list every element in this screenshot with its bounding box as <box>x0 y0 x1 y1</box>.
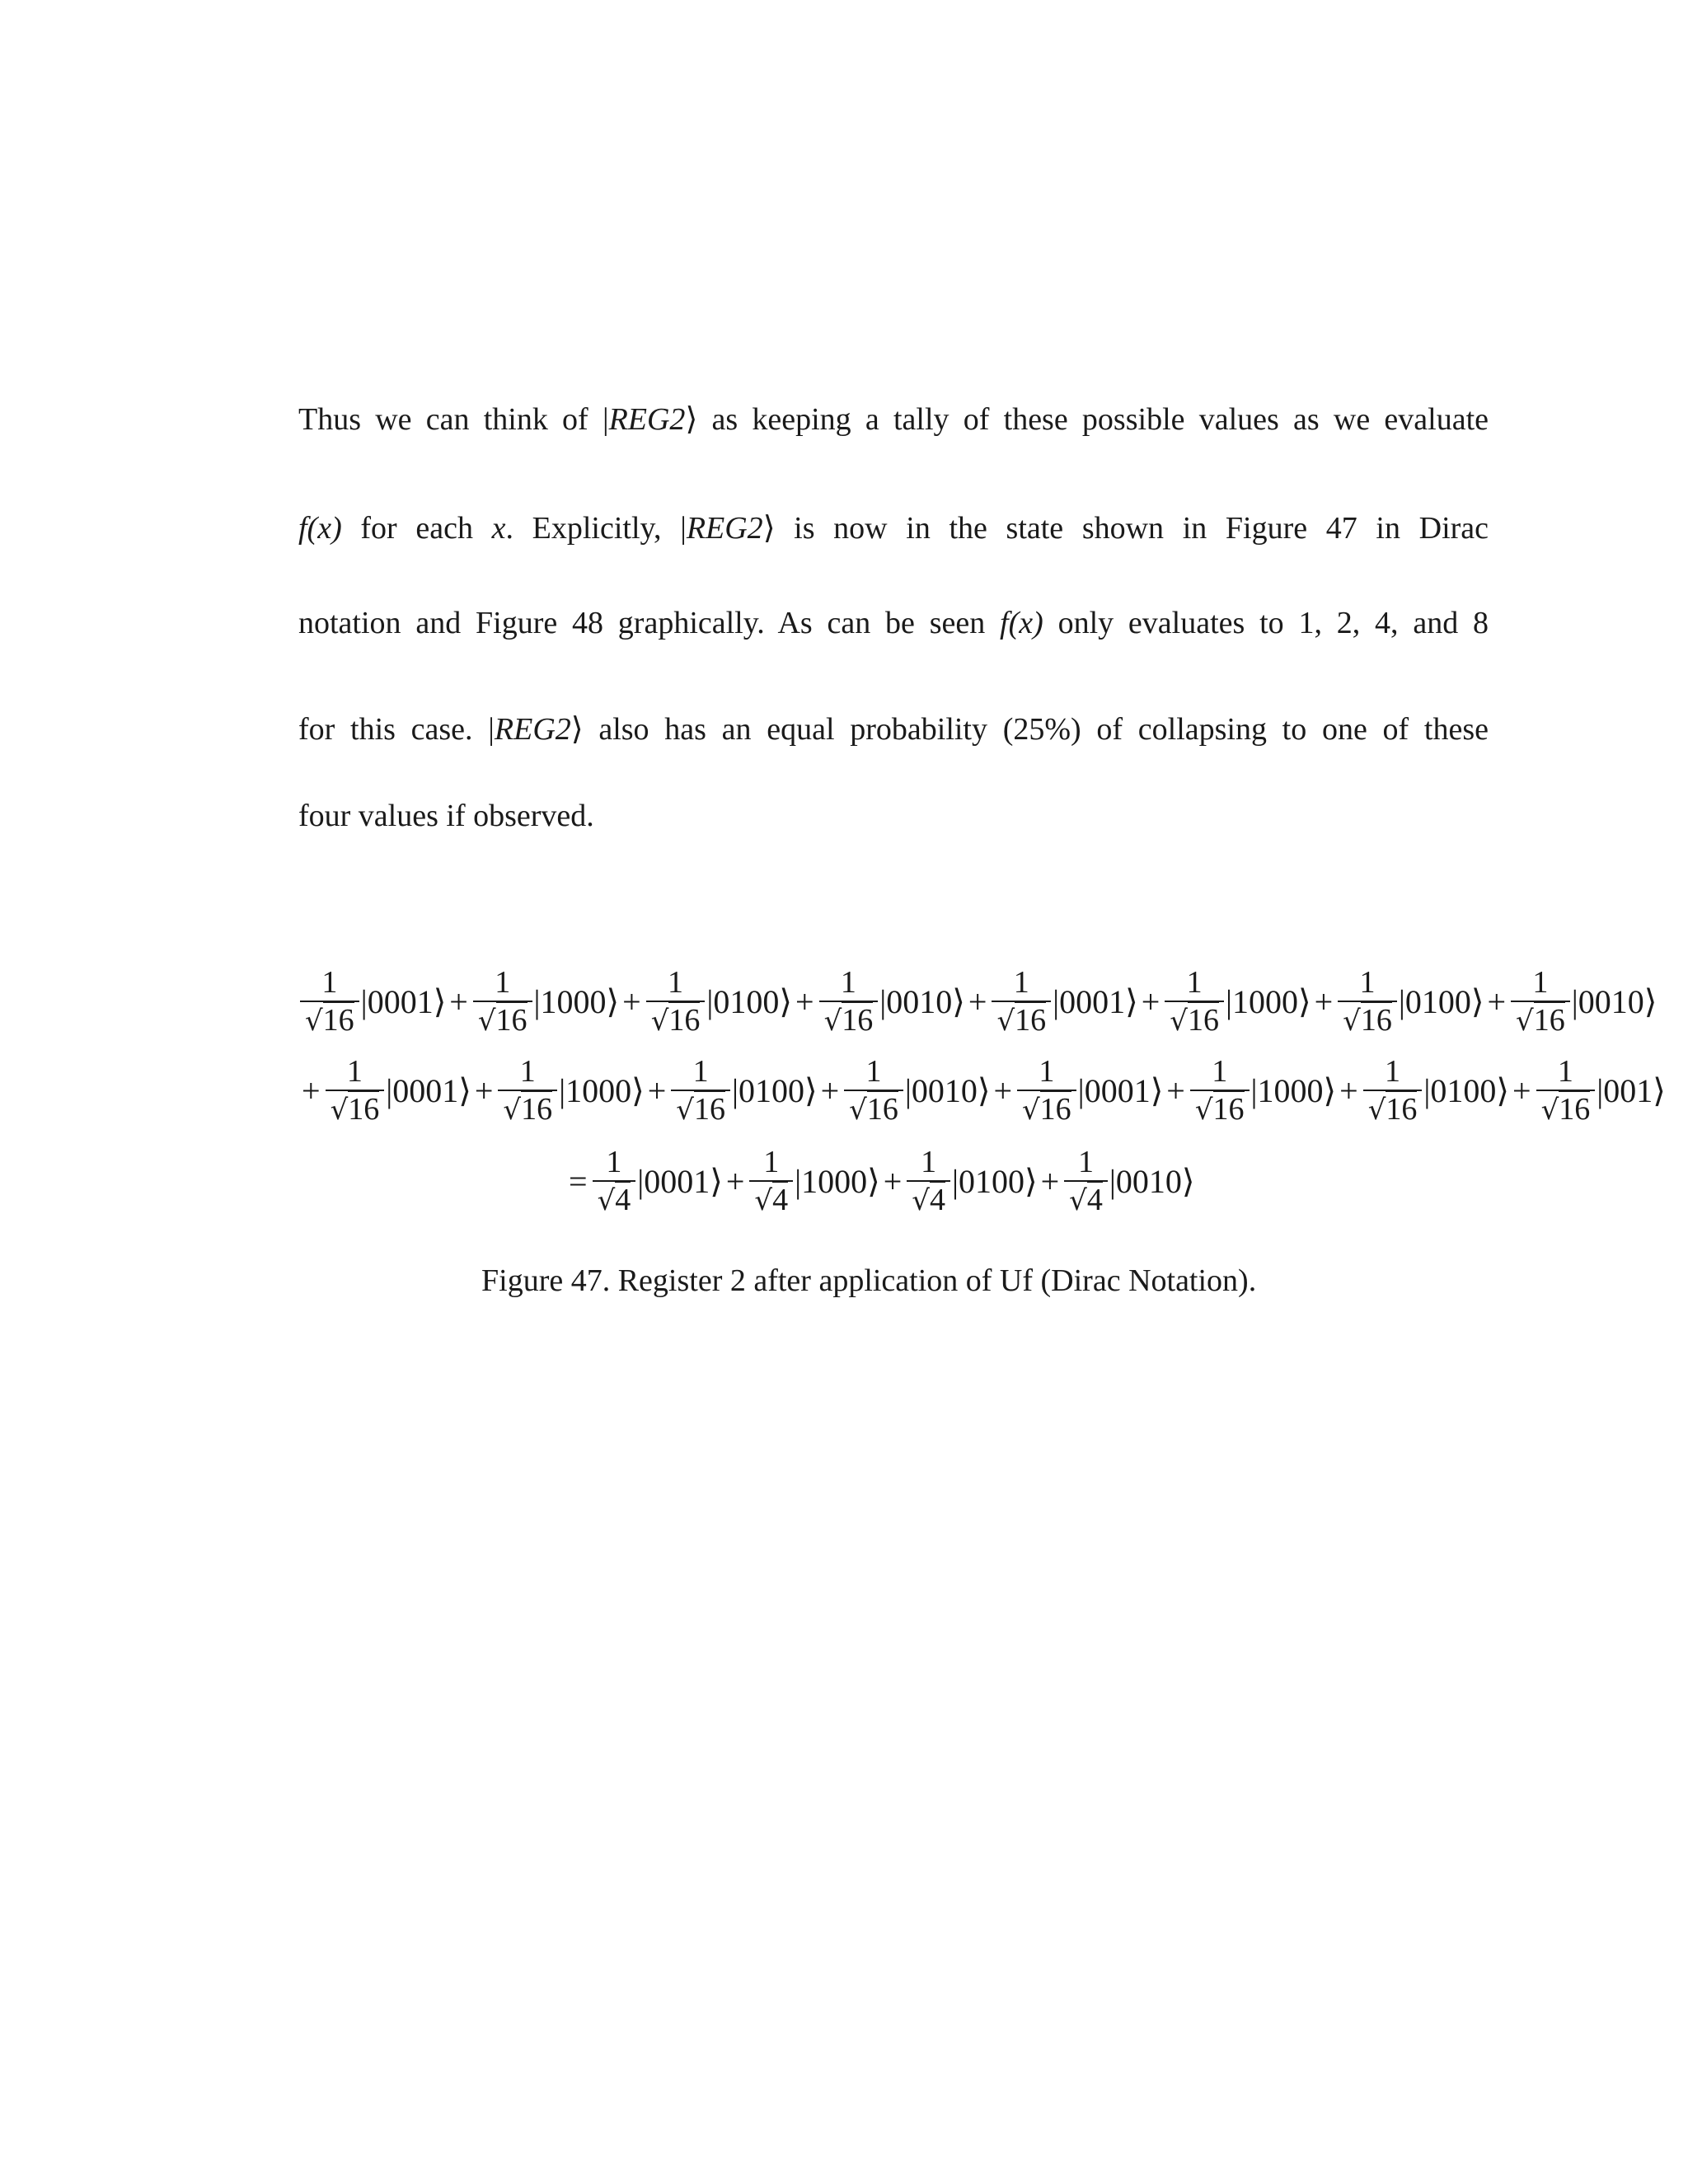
equation-term <box>496 1053 644 1128</box>
fraction <box>1064 1144 1108 1219</box>
fraction-numerator: 1 <box>668 965 684 1000</box>
fraction <box>1363 1053 1423 1128</box>
fraction-denominator <box>326 1090 385 1128</box>
ket-bar: | <box>637 1163 645 1200</box>
fraction <box>1536 1053 1596 1128</box>
equation-term <box>818 964 965 1039</box>
radicand: 4 <box>929 1183 945 1217</box>
fraction-numerator: 1 <box>519 1054 536 1089</box>
equation-term <box>1336 964 1484 1039</box>
radicand: 16 <box>1533 1003 1565 1038</box>
ket-angle: ⟩ <box>804 1072 818 1109</box>
ket-state <box>706 982 792 1021</box>
fraction-denominator <box>1017 1090 1076 1128</box>
paragraph-line-2 <box>298 509 1489 546</box>
radicand: 16 <box>495 1003 528 1038</box>
fraction-numerator: 1 <box>1186 965 1203 1000</box>
fraction-denominator <box>1064 1180 1108 1219</box>
plus-sign: + <box>968 983 987 1020</box>
fraction-numerator: 1 <box>921 1145 937 1179</box>
ket-angle: ⟩ <box>1496 1072 1510 1109</box>
fraction <box>844 1053 903 1128</box>
equation-term <box>1362 1053 1509 1128</box>
ket-value: 0100 <box>713 983 780 1020</box>
equation-term <box>905 1144 1037 1219</box>
equation-term <box>1062 1144 1194 1219</box>
fraction-denominator <box>749 1180 793 1219</box>
fraction-numerator: 1 <box>1532 965 1549 1000</box>
ket-state <box>1597 1071 1666 1110</box>
fraction-denominator <box>498 1090 557 1128</box>
radicand: 16 <box>1187 1003 1219 1038</box>
ket-bar: | <box>386 1072 393 1109</box>
fraction <box>300 964 359 1039</box>
ket-angle: ⟩ <box>1125 983 1138 1020</box>
ket-value: 1000 <box>565 1072 632 1109</box>
radicand: 16 <box>866 1092 898 1127</box>
ket-value: 0100 <box>958 1163 1025 1200</box>
text: for each <box>360 511 473 546</box>
equation-term <box>324 1053 471 1128</box>
ket-bar: | <box>879 983 887 1020</box>
ket-angle: ⟩ <box>867 1163 880 1200</box>
text: notation and Figure 48 graphically. As can be seen <box>298 606 986 640</box>
ket-angle: ⟩ <box>779 983 793 1020</box>
fraction <box>992 964 1051 1039</box>
equation-term <box>1163 964 1311 1039</box>
fraction <box>1165 964 1224 1039</box>
plus-sign: + <box>1141 983 1160 1020</box>
fraction-denominator <box>300 1001 359 1039</box>
ket-reg2: |REG2⟩ <box>602 402 698 437</box>
radicand: 16 <box>1039 1092 1071 1127</box>
ket-state <box>559 1071 645 1110</box>
fraction <box>326 1053 385 1128</box>
equation-term <box>669 1053 817 1128</box>
plus-sign: + <box>622 983 641 1020</box>
text: four values if observed. <box>298 799 594 833</box>
ket-value: 0001 <box>367 983 434 1020</box>
paragraph-line-3 <box>298 605 1489 641</box>
fraction <box>1338 964 1397 1039</box>
fraction-denominator <box>819 1001 879 1039</box>
fraction-denominator <box>992 1001 1051 1039</box>
fraction-denominator <box>1190 1090 1250 1128</box>
fraction-denominator <box>907 1180 950 1219</box>
ket-bar: | <box>904 1072 912 1109</box>
fraction-denominator <box>1536 1090 1596 1128</box>
radicand: 16 <box>521 1092 553 1127</box>
paragraph-line-5 <box>298 798 1489 834</box>
ket-angle: ⟩ <box>952 983 965 1020</box>
ket-value: 001 <box>1603 1072 1653 1109</box>
fraction <box>749 1144 793 1219</box>
ket-bar: | <box>1225 983 1232 1020</box>
ket-bar: | <box>1398 983 1405 1020</box>
paragraph-line-4 <box>298 710 1489 748</box>
ket-state <box>361 982 447 1021</box>
plus-sign: + <box>302 1072 321 1109</box>
sqrt-symbol: √ <box>305 1005 323 1038</box>
plus-sign: + <box>449 983 468 1020</box>
ket-reg2: |REG2⟩ <box>488 712 584 747</box>
radicand: 16 <box>1386 1092 1418 1127</box>
ket-angle: ⟩ <box>1323 1072 1337 1109</box>
ket-angle: ⟩ <box>458 1072 471 1109</box>
ket-angle: ⟩ <box>1653 1072 1666 1109</box>
ket-value: 1000 <box>540 983 607 1020</box>
ket-state <box>1226 982 1311 1021</box>
plus-sign: + <box>1487 983 1507 1020</box>
ket-angle: ⟩ <box>1643 983 1658 1020</box>
equation-term <box>591 1144 723 1219</box>
ket-state <box>732 1071 818 1110</box>
fraction-numerator: 1 <box>1359 965 1376 1000</box>
ket-value: 0001 <box>392 1072 459 1109</box>
sqrt-symbol: √ <box>650 1005 669 1038</box>
ket-value: 0100 <box>1430 1072 1497 1109</box>
fraction-denominator <box>1511 1001 1570 1039</box>
ket-state <box>1399 982 1484 1021</box>
text: only evaluates to 1, 2, 4, and 8 <box>1057 606 1489 640</box>
ket-bar: | <box>795 1163 802 1200</box>
ket-bar: | <box>1077 1072 1085 1109</box>
fraction <box>1190 1053 1250 1128</box>
ket-bar: | <box>1250 1072 1258 1109</box>
ket-value: 0010 <box>886 983 953 1020</box>
ket-bar: | <box>360 983 368 1020</box>
ket-state <box>905 1071 991 1110</box>
radicand: 16 <box>322 1003 354 1038</box>
ket-angle: ⟩ <box>1181 1163 1195 1200</box>
ket-bar: | <box>533 983 541 1020</box>
ket-value: 1000 <box>1231 983 1298 1020</box>
ket-reg2: |REG2⟩ <box>680 511 776 546</box>
ket-angle: ⟩ <box>1024 1163 1038 1200</box>
fraction <box>646 964 706 1039</box>
ket-state <box>1109 1162 1195 1201</box>
ket-state <box>1053 982 1138 1021</box>
fraction-numerator: 1 <box>1212 1054 1228 1089</box>
equation-row-1 <box>298 964 1657 1055</box>
ket-state <box>637 1162 723 1201</box>
equation-term <box>471 964 619 1039</box>
equation-term <box>1509 964 1657 1039</box>
ket-bar: | <box>951 1163 959 1200</box>
equation-term <box>1015 1053 1163 1128</box>
fraction-denominator <box>593 1180 636 1219</box>
ket-angle: ⟩ <box>977 1072 991 1109</box>
fraction-numerator: 1 <box>692 1054 709 1089</box>
sqrt-symbol: √ <box>676 1094 694 1127</box>
fraction-numerator: 1 <box>495 965 511 1000</box>
sqrt-symbol: √ <box>1069 1184 1087 1217</box>
sqrt-symbol: √ <box>1343 1005 1361 1038</box>
sqrt-symbol: √ <box>823 1005 842 1038</box>
ket-state <box>1251 1071 1337 1110</box>
fraction-denominator <box>1165 1001 1224 1039</box>
equation-term <box>748 1144 879 1219</box>
radicand: 16 <box>1360 1003 1392 1038</box>
radicand: 4 <box>772 1183 789 1217</box>
ket-state <box>879 982 965 1021</box>
ket-bar: | <box>559 1072 566 1109</box>
equation-term <box>1535 1053 1666 1128</box>
variable-x: x <box>491 511 506 546</box>
ket-bar: | <box>1109 1163 1116 1200</box>
fraction-numerator: 1 <box>1385 1054 1401 1089</box>
ket-bar: | <box>706 983 714 1020</box>
fraction-numerator: 1 <box>606 1145 622 1179</box>
ket-value: 0100 <box>738 1072 804 1109</box>
fraction-numerator: 1 <box>1077 1145 1094 1179</box>
function-fx: f(x) <box>1000 606 1043 640</box>
ket-state <box>1423 1071 1509 1110</box>
ket-value: 0001 <box>1059 983 1126 1020</box>
plus-sign: + <box>647 1072 667 1109</box>
radicand: 16 <box>348 1092 380 1127</box>
sqrt-symbol: √ <box>1170 1005 1188 1038</box>
fraction-denominator <box>844 1090 903 1128</box>
fraction-numerator: 1 <box>865 1054 882 1089</box>
sqrt-symbol: √ <box>849 1094 867 1127</box>
plus-sign: + <box>725 1163 745 1200</box>
equation-row-3 <box>565 1144 1194 1235</box>
fraction <box>671 1053 730 1128</box>
fraction-numerator: 1 <box>321 965 338 1000</box>
ket-state <box>1572 982 1658 1021</box>
sqrt-symbol: √ <box>1194 1094 1213 1127</box>
sqrt-symbol: √ <box>912 1184 930 1217</box>
equation-term <box>990 964 1137 1039</box>
equals-sign: = <box>569 1163 588 1200</box>
ket-angle: ⟩ <box>606 983 620 1020</box>
fraction <box>1511 964 1570 1039</box>
fraction-numerator: 1 <box>1557 1054 1573 1089</box>
sqrt-symbol: √ <box>597 1184 616 1217</box>
fraction <box>593 1144 636 1219</box>
fraction <box>1017 1053 1076 1128</box>
radicand: 16 <box>693 1092 725 1127</box>
ket-state <box>386 1071 471 1110</box>
radicand: 16 <box>842 1003 874 1038</box>
ket-state <box>534 982 620 1021</box>
paragraph-line-1 <box>298 401 1489 438</box>
sqrt-symbol: √ <box>1022 1094 1040 1127</box>
sqrt-symbol: √ <box>503 1094 522 1127</box>
plus-sign: + <box>820 1072 840 1109</box>
sqrt-symbol: √ <box>996 1005 1015 1038</box>
ket-value: 0010 <box>1578 983 1644 1020</box>
ket-bar: | <box>1053 983 1060 1020</box>
radicand: 16 <box>1559 1092 1591 1127</box>
ket-state <box>1078 1071 1164 1110</box>
ket-bar: | <box>731 1072 738 1109</box>
plus-sign: + <box>1339 1072 1358 1109</box>
ket-state <box>952 1162 1038 1201</box>
plus-sign: + <box>1314 983 1334 1020</box>
text: is now in the state shown in Figure 47 in Dirac <box>794 511 1489 546</box>
ket-angle: ⟩ <box>710 1163 723 1200</box>
text: as keeping a tally of these possible values as we evaluate <box>711 402 1489 437</box>
ket-value: 0010 <box>1115 1163 1182 1200</box>
fraction <box>473 964 532 1039</box>
radicand: 4 <box>1086 1183 1103 1217</box>
ket-angle: ⟩ <box>433 983 447 1020</box>
plus-sign: + <box>1166 1072 1185 1109</box>
ket-angle: ⟩ <box>1150 1072 1164 1109</box>
fraction-numerator: 1 <box>840 965 856 1000</box>
sqrt-symbol: √ <box>1367 1094 1386 1127</box>
fraction-numerator: 1 <box>346 1054 363 1089</box>
fraction-numerator: 1 <box>1039 1054 1055 1089</box>
fraction-numerator: 1 <box>1013 965 1029 1000</box>
radicand: 4 <box>615 1183 631 1217</box>
radicand: 16 <box>1015 1003 1047 1038</box>
sqrt-symbol: √ <box>754 1184 773 1217</box>
fraction-denominator <box>671 1090 730 1128</box>
fraction-denominator <box>1363 1090 1423 1128</box>
fraction-numerator: 1 <box>763 1145 780 1179</box>
ket-value: 0001 <box>644 1163 710 1200</box>
fraction-denominator <box>473 1001 532 1039</box>
equation-term <box>298 964 446 1039</box>
figure-caption: Figure 47. Register 2 after application of Uf (Dirac Notation). <box>481 1263 1257 1298</box>
ket-state <box>795 1162 880 1201</box>
ket-value: 1000 <box>1257 1072 1324 1109</box>
plus-sign: + <box>1512 1072 1531 1109</box>
plus-sign: + <box>993 1072 1012 1109</box>
plus-sign: + <box>883 1163 903 1200</box>
ket-bar: | <box>1597 1072 1604 1109</box>
radicand: 16 <box>1212 1092 1245 1127</box>
ket-angle: ⟩ <box>1470 983 1484 1020</box>
sqrt-symbol: √ <box>477 1005 496 1038</box>
text: also has an equal probability (25%) of collapsing to one of these <box>598 712 1489 747</box>
equation-term <box>645 964 792 1039</box>
ket-value: 0100 <box>1404 983 1471 1020</box>
ket-angle: ⟩ <box>1297 983 1311 1020</box>
equation-term <box>842 1053 990 1128</box>
fraction-denominator <box>1338 1001 1397 1039</box>
text: Thus we can think of <box>298 402 588 437</box>
sqrt-symbol: √ <box>1540 1094 1559 1127</box>
fraction <box>498 1053 557 1128</box>
function-fx: f(x) <box>298 511 342 546</box>
sqrt-symbol: √ <box>1516 1005 1534 1038</box>
fraction <box>907 1144 950 1219</box>
ket-bar: | <box>1571 983 1578 1020</box>
ket-bar: | <box>1423 1072 1431 1109</box>
ket-angle: ⟩ <box>631 1072 645 1109</box>
body-paragraph <box>298 396 1489 857</box>
fraction-denominator <box>646 1001 706 1039</box>
plus-sign: + <box>474 1072 494 1109</box>
equation-term <box>1189 1053 1336 1128</box>
text: for this case. <box>298 712 473 747</box>
plus-sign: + <box>795 983 814 1020</box>
fraction <box>819 964 879 1039</box>
equation-row-2 <box>298 1053 1666 1144</box>
text: . Explicitly, <box>505 511 662 546</box>
radicand: 16 <box>668 1003 701 1038</box>
ket-value: 0010 <box>911 1072 978 1109</box>
ket-value: 0001 <box>1084 1072 1151 1109</box>
plus-sign: + <box>1040 1163 1060 1200</box>
sqrt-symbol: √ <box>330 1094 349 1127</box>
ket-value: 1000 <box>801 1163 868 1200</box>
